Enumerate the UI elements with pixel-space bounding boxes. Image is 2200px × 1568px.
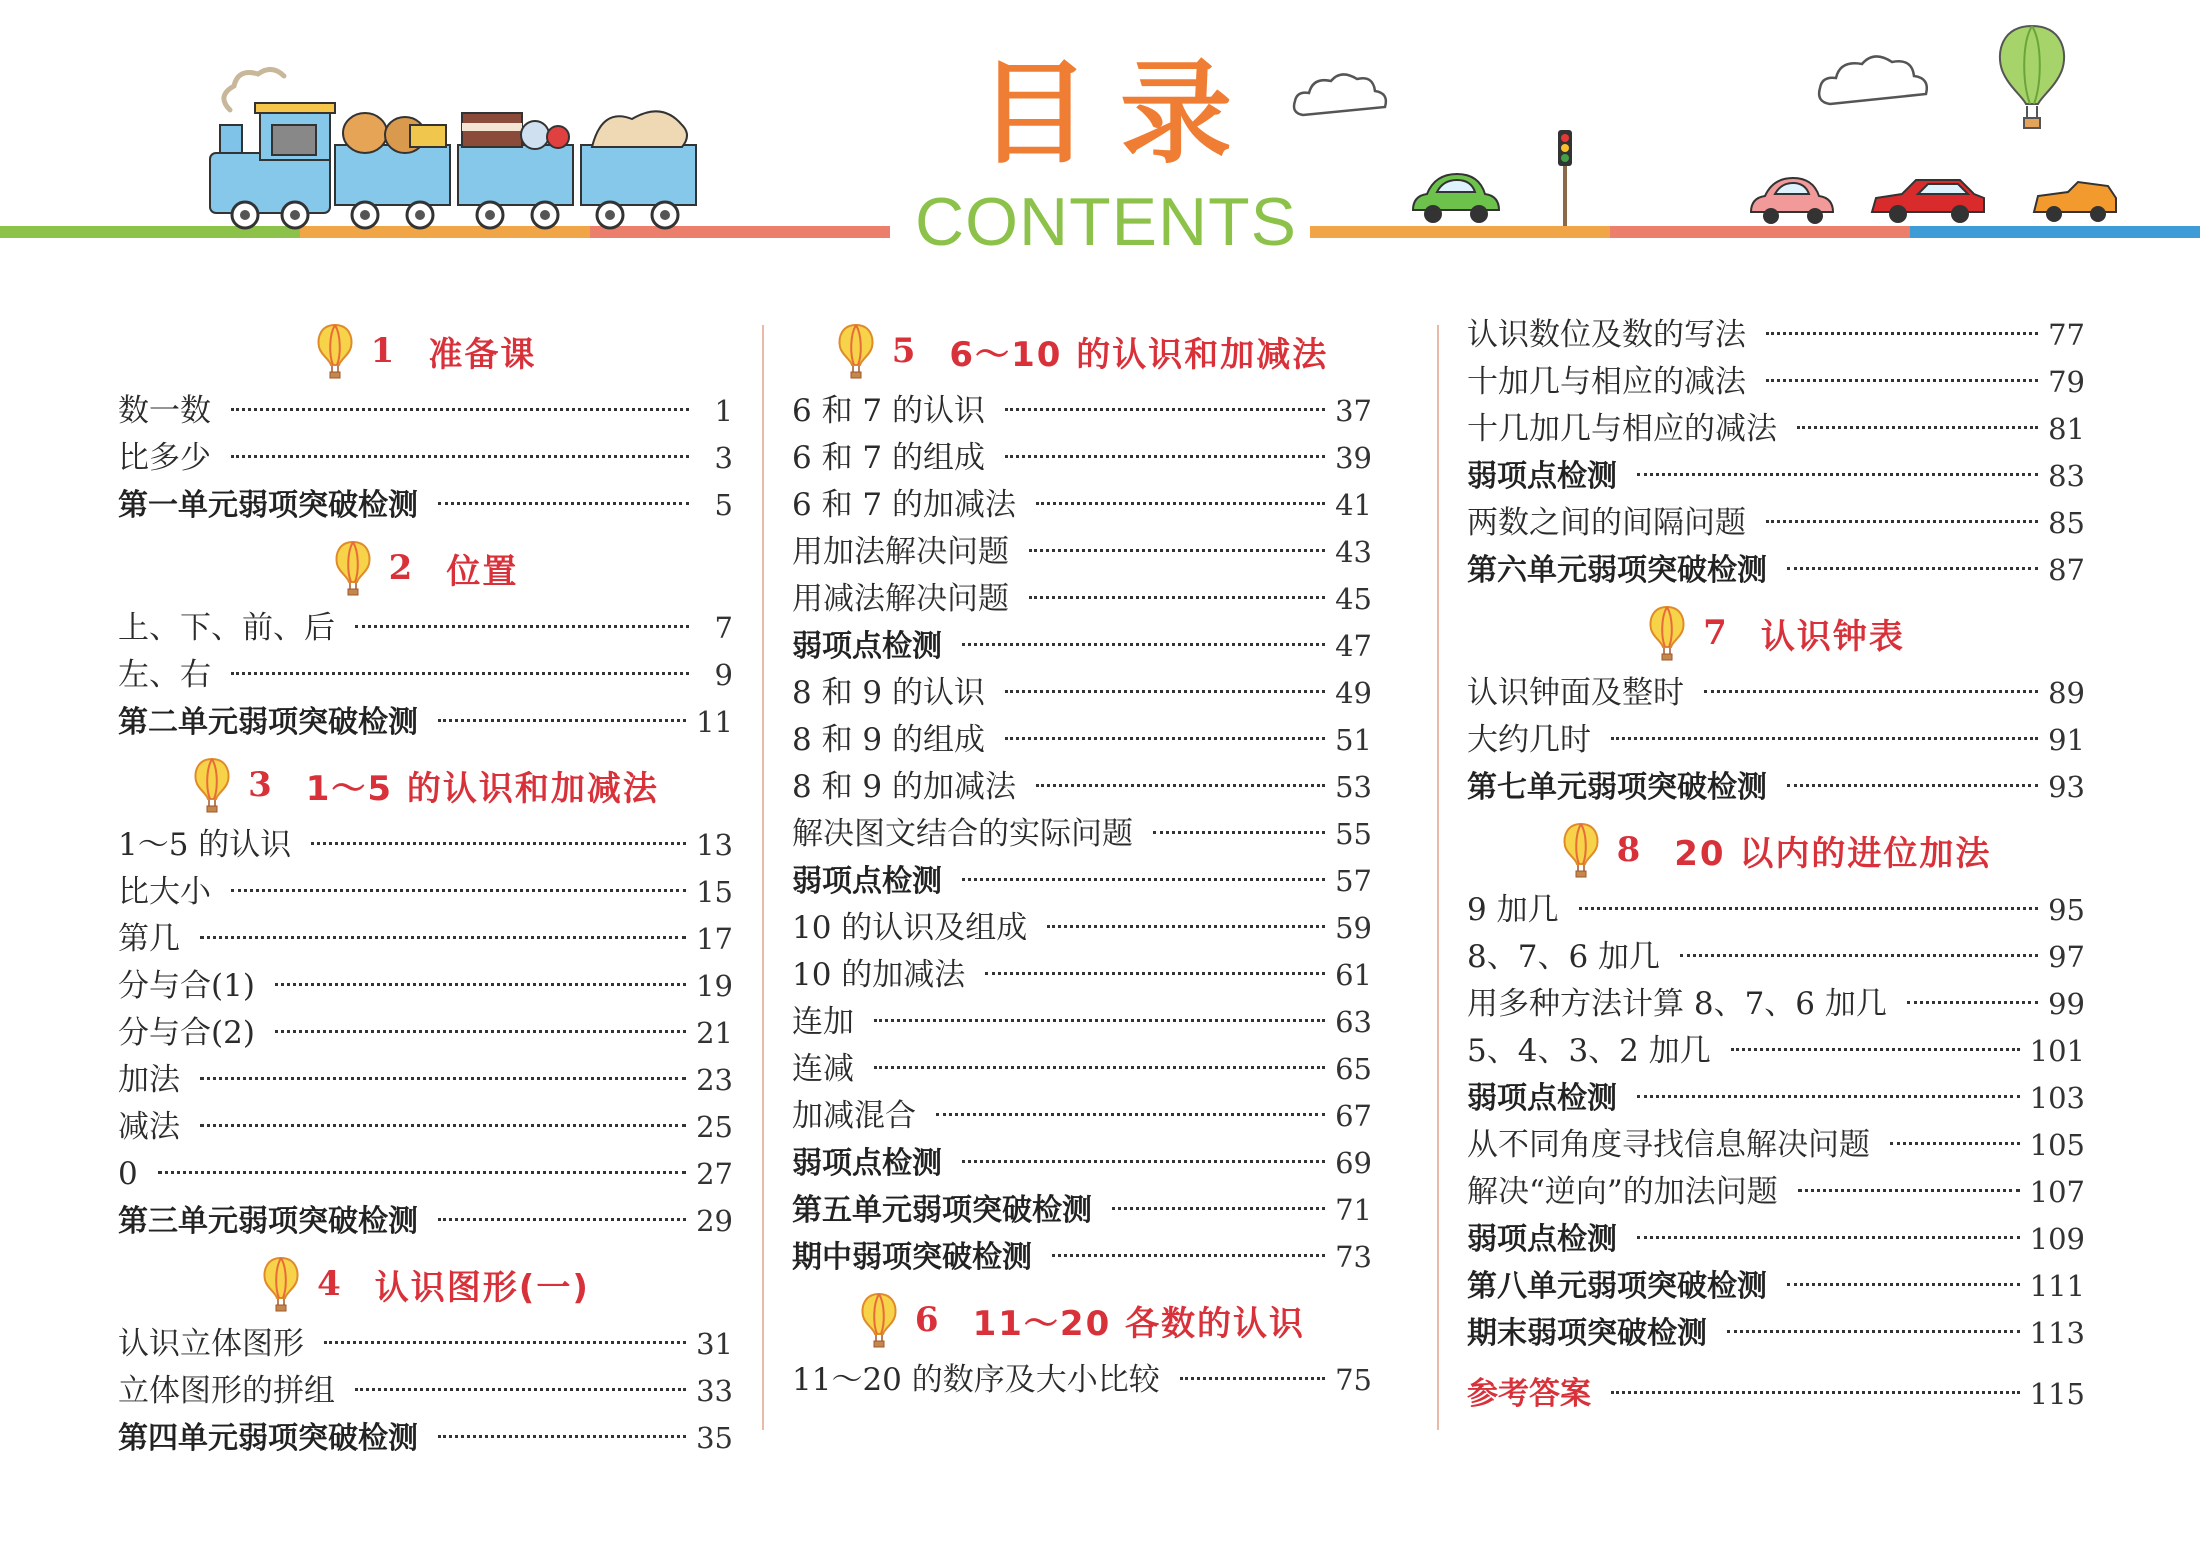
toc-entry-label: 弱项点检测: [792, 629, 942, 664]
balloon-icon: [315, 323, 355, 379]
toc-entry-label: 弱项点检测: [792, 864, 942, 899]
toc-entry-page: 93: [2048, 770, 2085, 804]
toc-entry-page: 1: [714, 394, 733, 428]
toc-entry-label: 6 和 7 的认识: [792, 393, 986, 429]
toc-entry[interactable]: [1467, 1310, 2085, 1357]
toc-entry-label: 10 的认识及组成: [792, 910, 1028, 946]
toc-entry-page: 55: [1335, 817, 1372, 851]
toc-entry-page: 49: [1335, 676, 1372, 710]
column-divider: [762, 325, 764, 1430]
toc-entry-label: 期中弱项突破检测: [792, 1240, 1032, 1275]
page-title: 目录: [978, 49, 1262, 179]
toc-column-2: [792, 312, 1372, 1404]
cloud-icon: [1812, 52, 1942, 114]
toc-entry-page: 11: [696, 705, 733, 739]
toc-entry-label: 加减混合: [792, 1098, 916, 1134]
toc-entry-page: 71: [1335, 1193, 1372, 1227]
dot-leader: [1731, 1048, 2020, 1051]
toc-entry[interactable]: [792, 717, 1372, 764]
toc-entry-page: 95: [2048, 893, 2085, 927]
toc-entry-label: 第七单元弱项突破检测: [1467, 770, 1767, 805]
toc-entry-label: 解决“逆向”的加法问题: [1467, 1174, 1778, 1210]
toc-entry[interactable]: [118, 699, 733, 746]
toc-entry[interactable]: [1467, 406, 2085, 453]
toc-entry-page: 81: [2048, 412, 2085, 446]
toc-entry[interactable]: [1467, 547, 2085, 594]
toc-entry-page: 7: [714, 611, 733, 645]
toc-entry[interactable]: [118, 1057, 733, 1104]
unit-heading: [118, 533, 733, 603]
toc-entry-page: 83: [2048, 459, 2085, 493]
toc-entry[interactable]: [1467, 359, 2085, 406]
unit-title: 11～20 各数的认识: [972, 1303, 1306, 1344]
orange-car-icon: [2030, 168, 2120, 226]
toc-entry-page: 29: [696, 1204, 733, 1238]
dot-leader: [1029, 549, 1325, 552]
toc-entry-label: 比多少: [118, 440, 211, 476]
toc-entry-page: 57: [1335, 864, 1372, 898]
toc-entry[interactable]: [118, 869, 733, 916]
column-divider: [1437, 325, 1439, 1430]
unit-heading: [118, 750, 733, 820]
dot-leader: [324, 1341, 686, 1344]
toc-entry-label: 8 和 9 的组成: [792, 722, 986, 758]
dot-leader: [874, 1019, 1325, 1022]
toc-entry[interactable]: [118, 1151, 733, 1198]
toc-entry[interactable]: [118, 388, 733, 435]
toc-entry[interactable]: [1467, 500, 2085, 547]
toc-entry[interactable]: [118, 963, 733, 1010]
balloon-icon: [836, 323, 876, 379]
toc-entry[interactable]: [792, 529, 1372, 576]
toc-entry[interactable]: [118, 822, 733, 869]
dot-leader: [1052, 1254, 1325, 1257]
toc-entry[interactable]: [1467, 1371, 2085, 1418]
toc-entry-label: 6 和 7 的组成: [792, 440, 986, 476]
toc-entry-page: 61: [1335, 958, 1372, 992]
toc-entry-page: 17: [696, 922, 733, 956]
toc-entry-label: 9 加几: [1467, 892, 1559, 928]
page-subtitle: CONTENTS: [915, 184, 1297, 260]
toc-entry-page: 3: [714, 441, 733, 475]
unit-title: 认识钟表: [1760, 616, 1905, 657]
dot-leader: [1180, 1377, 1325, 1380]
toc-entry-page: 31: [696, 1327, 733, 1361]
toc-entry-label: 8 和 9 的加减法: [792, 769, 1017, 805]
color-stripe-blue: [1910, 226, 2200, 238]
toc-entry-page: 21: [696, 1016, 733, 1050]
toc-entry-label: 加法: [118, 1062, 180, 1098]
toc-entry[interactable]: [118, 652, 733, 699]
toc-entry-label: 第八单元弱项突破检测: [1467, 1269, 1767, 1304]
dot-leader: [231, 889, 686, 892]
dot-leader: [874, 1066, 1325, 1069]
dot-leader: [1611, 1391, 2020, 1394]
toc-entry-label: 上、下、前、后: [118, 610, 335, 646]
dot-leader: [1637, 473, 2038, 476]
toc-entry-label: 十加几与相应的减法: [1467, 364, 1746, 400]
unit-heading: [1467, 815, 2085, 885]
toc-entry-page: 15: [696, 875, 733, 909]
toc-entry[interactable]: [1467, 453, 2085, 500]
toc-entry-label: 两数之间的间隔问题: [1467, 505, 1746, 541]
toc-entry[interactable]: [1467, 717, 2085, 764]
dot-leader: [1798, 1189, 2020, 1192]
dot-leader: [962, 878, 1325, 881]
balloon-icon: [1561, 822, 1601, 878]
dot-leader: [936, 1113, 1325, 1116]
toc-entry-label: 参考答案: [1467, 1376, 1591, 1412]
dot-leader: [1005, 737, 1325, 740]
toc-entry[interactable]: [1467, 1169, 2085, 1216]
toc-entry-page: 19: [696, 969, 733, 1003]
dot-leader: [1005, 408, 1325, 411]
toc-entry-page: 97: [2048, 940, 2085, 974]
dot-leader: [1797, 426, 2038, 429]
toc-entry-page: 115: [2029, 1377, 2085, 1411]
dot-leader: [1766, 379, 2038, 382]
toc-entry[interactable]: [1467, 312, 2085, 359]
toc-entry-label: 弱项点检测: [1467, 1222, 1617, 1257]
toc-entry[interactable]: [1467, 1263, 2085, 1310]
dot-leader: [200, 936, 686, 939]
toc-entry-label: 分与合(2): [118, 1015, 255, 1051]
toc-entry-label: 第四单元弱项突破检测: [118, 1421, 418, 1456]
dot-leader: [1766, 520, 2038, 523]
dot-leader: [1112, 1207, 1325, 1210]
dot-leader: [1579, 907, 2039, 910]
dot-leader: [438, 502, 689, 505]
toc-entry-label: 分与合(1): [118, 968, 255, 1004]
toc-entry-page: 35: [696, 1421, 733, 1455]
dot-leader: [1766, 332, 2038, 335]
toc-entry[interactable]: [792, 1187, 1372, 1234]
toc-entry-page: 67: [1335, 1099, 1372, 1133]
toc-entry[interactable]: [792, 1046, 1372, 1093]
toc-entry-page: 85: [2048, 506, 2085, 540]
toc-column-1: [118, 312, 733, 1462]
toc-entry-label: 十几加几与相应的减法: [1467, 411, 1777, 447]
unit-number: 3: [248, 765, 272, 805]
dot-leader: [1036, 502, 1325, 505]
unit-heading: [792, 316, 1372, 386]
toc-entry[interactable]: [1467, 1075, 2085, 1122]
dot-leader: [438, 1218, 686, 1221]
toc-entry[interactable]: [1467, 764, 2085, 811]
toc-entry-page: 25: [696, 1110, 733, 1144]
toc-entry[interactable]: [118, 435, 733, 482]
toc-entry[interactable]: [118, 482, 733, 529]
toc-entry-page: 111: [2029, 1269, 2085, 1303]
toc-entry-label: 用加法解决问题: [792, 534, 1009, 570]
toc-entry[interactable]: [792, 1140, 1372, 1187]
pink-car-icon: [1745, 170, 1840, 228]
toc-entry[interactable]: [118, 1321, 733, 1368]
unit-heading: [118, 316, 733, 386]
toc-entry-label: 5、4、3、2 加几: [1467, 1033, 1711, 1069]
toc-entry-page: 43: [1335, 535, 1372, 569]
toc-entry-label: 减法: [118, 1109, 180, 1145]
toc-entry-page: 77: [2048, 318, 2085, 352]
toc-entry[interactable]: [1467, 887, 2085, 934]
toc-entry[interactable]: [1467, 981, 2085, 1028]
toc-entry-page: 105: [2029, 1128, 2085, 1162]
toc-entry-label: 用多种方法计算 8、7、6 加几: [1467, 986, 1887, 1022]
unit-heading: [1467, 598, 2085, 668]
toc-entry[interactable]: [792, 1357, 1372, 1404]
toc-entry[interactable]: [1467, 670, 2085, 717]
toc-entry[interactable]: [792, 1234, 1372, 1281]
dot-leader: [1153, 831, 1325, 834]
dot-leader: [438, 1435, 686, 1438]
toc-entry[interactable]: [792, 623, 1372, 670]
unit-number: 5: [891, 331, 916, 371]
toc-entry[interactable]: [792, 576, 1372, 623]
unit-title: 准备课: [428, 334, 537, 375]
toc-entry-label: 连减: [792, 1051, 854, 1087]
toc-entry-label: 10 的加减法: [792, 957, 966, 993]
unit-heading: [792, 1285, 1372, 1355]
toc-entry[interactable]: [792, 952, 1372, 999]
toc-entry-page: 53: [1335, 770, 1372, 804]
unit-number: 2: [388, 548, 413, 588]
cloud-icon: [1288, 70, 1398, 125]
toc-entry[interactable]: [792, 388, 1372, 435]
toc-entry[interactable]: [792, 764, 1372, 811]
dot-leader: [275, 1030, 686, 1033]
red-car-icon: [1868, 174, 1988, 226]
toc-entry-label: 第五单元弱项突破检测: [792, 1193, 1092, 1228]
dot-leader: [1047, 925, 1325, 928]
toc-entry-page: 63: [1335, 1005, 1372, 1039]
balloon-icon: [261, 1256, 301, 1312]
toc-entry-page: 87: [2048, 553, 2085, 587]
toc-entry[interactable]: [1467, 1122, 2085, 1169]
toc-entry[interactable]: [118, 605, 733, 652]
balloon-icon: [1647, 605, 1687, 661]
toc-entry-label: 大约几时: [1467, 722, 1591, 758]
toc-entry-label: 立体图形的拼组: [118, 1373, 335, 1409]
balloon-icon: [333, 540, 373, 596]
toc-entry-label: 0: [118, 1156, 138, 1192]
toc-entry-page: 69: [1335, 1146, 1372, 1180]
unit-number: 8: [1616, 830, 1641, 870]
toc-entry-page: 33: [696, 1374, 733, 1408]
dot-leader: [231, 455, 689, 458]
unit-title: 20 以内的进位加法: [1674, 833, 1992, 874]
toc-entry[interactable]: [118, 1010, 733, 1057]
dot-leader: [158, 1171, 686, 1174]
dot-leader: [1680, 954, 2038, 957]
unit-number: 6: [914, 1300, 939, 1340]
dot-leader: [962, 643, 1325, 646]
toc-entry-page: 91: [2048, 723, 2085, 757]
toc-entry-label: 期末弱项突破检测: [1467, 1316, 1707, 1351]
toc-entry-label: 8、7、6 加几: [1467, 939, 1661, 975]
train-icon: [200, 55, 700, 235]
unit-title: 6～10 的认识和加减法: [949, 334, 1329, 375]
unit-title: 认识图形(一): [374, 1267, 590, 1308]
toc-entry-page: 27: [696, 1157, 733, 1191]
dot-leader: [1787, 1283, 2020, 1286]
toc-entry[interactable]: [1467, 934, 2085, 981]
dot-leader: [1036, 784, 1325, 787]
toc-entry-page: 47: [1335, 629, 1372, 663]
toc-entry-label: 认识立体图形: [118, 1326, 304, 1362]
dot-leader: [311, 842, 686, 845]
toc-entry-label: 比大小: [118, 874, 211, 910]
toc-entry[interactable]: [792, 670, 1372, 717]
toc-entry-page: 103: [2029, 1081, 2085, 1115]
unit-number: 4: [317, 1264, 341, 1304]
toc-entry[interactable]: [792, 435, 1372, 482]
dot-leader: [1005, 455, 1325, 458]
dot-leader: [1611, 737, 2038, 740]
toc-entry-page: 45: [1335, 582, 1372, 616]
toc-entry[interactable]: [792, 858, 1372, 905]
header: [0, 0, 2200, 260]
toc-entry[interactable]: [792, 482, 1372, 529]
dot-leader: [1704, 690, 2038, 693]
toc-entry-page: 13: [696, 828, 733, 862]
unit-title: 1～5 的认识和加减法: [305, 768, 659, 809]
toc-entry-page: 79: [2048, 365, 2085, 399]
toc-entry[interactable]: [792, 999, 1372, 1046]
dot-leader: [1727, 1330, 2020, 1333]
dot-leader: [275, 983, 686, 986]
toc-entry[interactable]: [1467, 1028, 2085, 1075]
dot-leader: [1637, 1095, 2020, 1098]
toc-entry-label: 1～5 的认识: [118, 827, 292, 863]
toc-entry[interactable]: [792, 1093, 1372, 1140]
hot-air-balloon-icon: [1992, 22, 2072, 132]
unit-number: 1: [370, 331, 395, 371]
toc-entry-label: 数一数: [118, 393, 211, 429]
dot-leader: [355, 1388, 686, 1391]
toc-entry-page: 59: [1335, 911, 1372, 945]
toc-entry[interactable]: [118, 916, 733, 963]
toc-entry[interactable]: [118, 1104, 733, 1151]
toc-entry-page: 109: [2029, 1222, 2085, 1256]
toc-entry-label: 11～20 的数序及大小比较: [792, 1362, 1160, 1398]
toc-entry-page: 51: [1335, 723, 1372, 757]
toc-entry-page: 65: [1335, 1052, 1372, 1086]
unit-number: 7: [1703, 613, 1727, 653]
toc-entry-page: 41: [1335, 488, 1372, 522]
toc-entry-page: 101: [2029, 1034, 2085, 1068]
toc-entry-label: 解决图文结合的实际问题: [792, 816, 1133, 852]
toc-entry-page: 5: [714, 488, 733, 522]
toc-entry[interactable]: [118, 1368, 733, 1415]
toc-column-3: [1467, 312, 2085, 1418]
unit-title: 位置: [446, 551, 519, 592]
dot-leader: [985, 972, 1325, 975]
toc-entry-label: 弱项点检测: [1467, 1081, 1617, 1116]
toc-entry-page: 99: [2048, 987, 2085, 1021]
dot-leader: [962, 1160, 1325, 1163]
dot-leader: [1890, 1142, 2020, 1145]
toc-entry-label: 弱项点检测: [1467, 459, 1617, 494]
toc-entry-label: 6 和 7 的加减法: [792, 487, 1017, 523]
dot-leader: [1005, 690, 1325, 693]
dot-leader: [355, 625, 689, 628]
toc-entry-label: 认识钟面及整时: [1467, 675, 1684, 711]
toc-entry-label: 第六单元弱项突破检测: [1467, 553, 1767, 588]
toc-entry-label: 左、右: [118, 657, 211, 693]
toc-entry-label: 第一单元弱项突破检测: [118, 488, 418, 523]
toc-entry-label: 用减法解决问题: [792, 581, 1009, 617]
toc-entry-label: 认识数位及数的写法: [1467, 317, 1746, 353]
balloon-icon: [859, 1292, 899, 1348]
dot-leader: [1637, 1236, 2020, 1239]
toc-entry-page: 9: [714, 658, 733, 692]
toc-entry-label: 连加: [792, 1004, 854, 1040]
balloon-icon: [192, 757, 232, 813]
toc-entry[interactable]: [118, 1415, 733, 1462]
dot-leader: [231, 408, 689, 411]
toc-entry[interactable]: [1467, 1216, 2085, 1263]
toc-entry-label: 8 和 9 的认识: [792, 675, 986, 711]
dot-leader: [200, 1124, 686, 1127]
toc-entry[interactable]: [792, 905, 1372, 952]
toc-entry-label: 第三单元弱项突破检测: [118, 1204, 418, 1239]
toc-entry-page: 89: [2048, 676, 2085, 710]
toc-entry-page: 37: [1335, 394, 1372, 428]
unit-heading: [118, 1249, 733, 1319]
toc-entry-label: 第二单元弱项突破检测: [118, 705, 418, 740]
dot-leader: [200, 1077, 686, 1080]
toc-entry[interactable]: [792, 811, 1372, 858]
toc-entry-page: 107: [2029, 1175, 2085, 1209]
toc-entry-page: 73: [1335, 1240, 1372, 1274]
toc-entry[interactable]: [118, 1198, 733, 1245]
toc-entry-page: 39: [1335, 441, 1372, 475]
dot-leader: [231, 672, 689, 675]
dot-leader: [1787, 784, 2038, 787]
toc-entry-page: 75: [1335, 1363, 1372, 1397]
dot-leader: [1029, 596, 1325, 599]
toc-entry-label: 第几: [118, 921, 180, 957]
traffic-light-icon: [1555, 128, 1575, 228]
green-car-icon: [1405, 168, 1505, 228]
toc-entry-page: 113: [2029, 1316, 2085, 1350]
toc-entry-page: 23: [696, 1063, 733, 1097]
toc-entry-label: 从不同角度寻找信息解决问题: [1467, 1127, 1870, 1163]
toc-entry-label: 弱项点检测: [792, 1146, 942, 1181]
dot-leader: [1787, 567, 2038, 570]
dot-leader: [1907, 1001, 2038, 1004]
dot-leader: [438, 719, 686, 722]
